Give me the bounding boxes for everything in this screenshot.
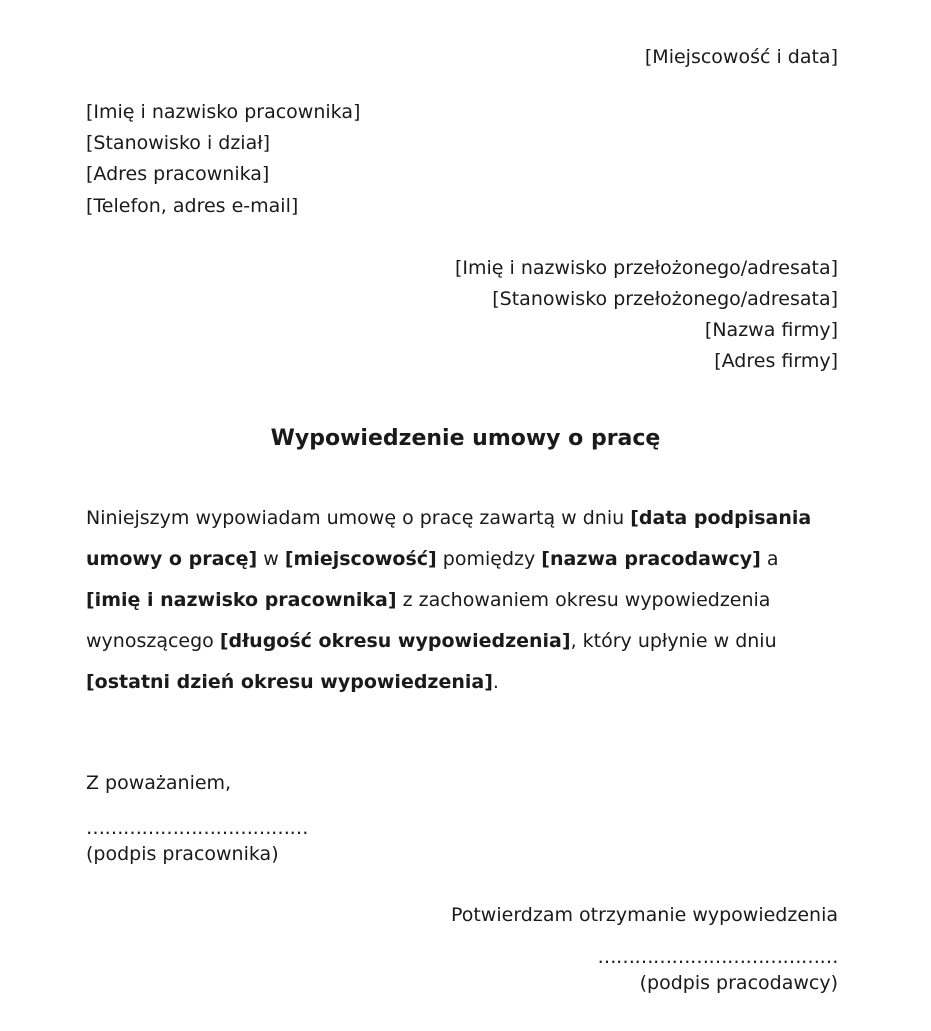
sender-name: [Imię i nazwisko pracownika]	[86, 101, 361, 123]
sender-position: [Stanowisko i dział]	[86, 132, 271, 154]
sender-contact: [Telefon, adres e-mail]	[86, 195, 299, 217]
body-place: [miejscowość]	[284, 548, 437, 570]
body-text-7: .	[492, 671, 499, 693]
document-title: Wypowiedzenie umowy o pracę	[270, 426, 661, 451]
body-employee-name: [imię i nazwisko pracownika]	[86, 589, 397, 611]
body-contract-date: [data podpisania umowy o pracę]	[86, 507, 812, 570]
place-and-date: [Miejscowość i data]	[644, 46, 838, 68]
recipient-name: [Imię i nazwisko przełożonego/adresata]	[454, 257, 838, 279]
closing-greeting: Z poważaniem,	[86, 772, 232, 794]
employer-signature-line: …………………………………	[597, 946, 838, 968]
body-text-4: a	[760, 548, 779, 570]
body-last-day: [ostatni dzień okresu wypowiedzenia]	[86, 671, 493, 693]
body-notice-length: [długość okresu wypowiedzenia]	[219, 630, 571, 652]
body-paragraph	[86, 498, 836, 703]
sender-address: [Adres pracownika]	[86, 163, 270, 185]
employee-signature-label: (podpis pracownika)	[86, 843, 279, 865]
receipt-confirmation: Potwierdzam otrzymanie wypowiedzenia	[450, 904, 838, 926]
body-text-5: z zachowaniem okresu wypowiedzenia wynoszącego	[86, 589, 771, 652]
body-text-1: Niniejszym wypowiadam umowę o pracę zawartą w dniu	[86, 507, 631, 529]
recipient-address: [Adres firmy]	[714, 350, 838, 372]
recipient-position: [Stanowisko przełożonego/adresata]	[492, 288, 838, 310]
employer-signature-label: (podpis pracodawcy)	[639, 972, 838, 994]
body-text-2: w	[257, 548, 285, 570]
recipient-company: [Nazwa firmy]	[704, 319, 838, 341]
body-text-3: pomiędzy	[436, 548, 542, 570]
body-employer-name: [nazwa pracodawcy]	[541, 548, 761, 570]
body-text-6: , który upłynie w dniu	[570, 630, 777, 652]
employee-signature-line: ………………………………	[86, 817, 308, 839]
